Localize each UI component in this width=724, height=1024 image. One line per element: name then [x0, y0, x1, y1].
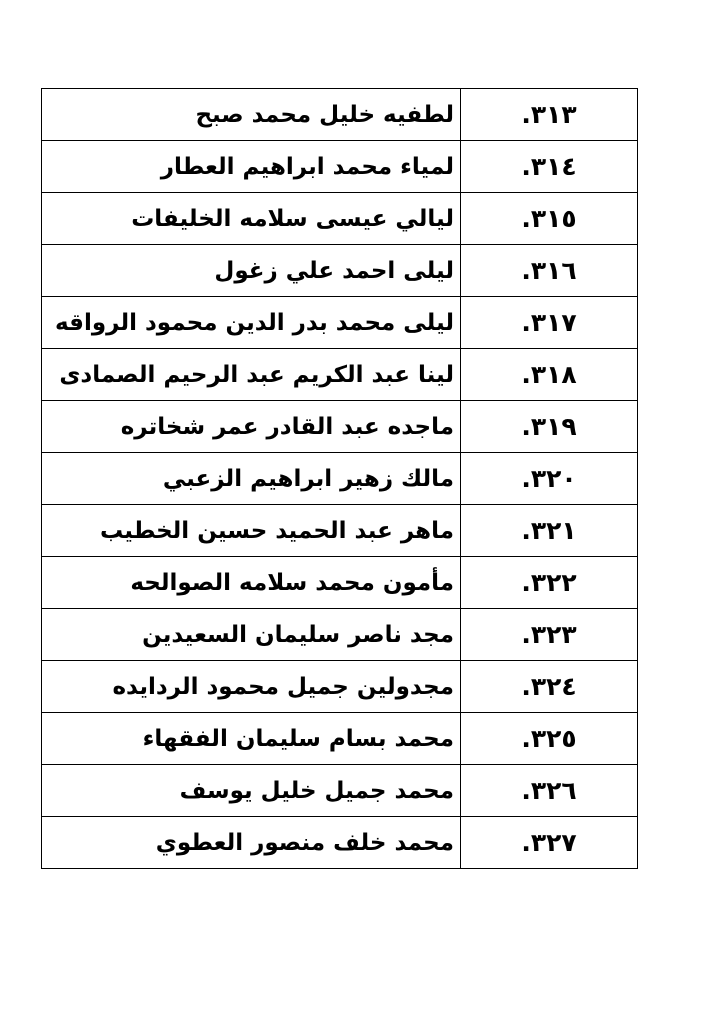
- row-number: ٣٢٣.: [461, 609, 638, 661]
- row-name: مالك زهير ابراهيم الزعبي: [42, 453, 461, 505]
- row-name: مجد ناصر سليمان السعيدين: [42, 609, 461, 661]
- table-row: [42, 661, 638, 713]
- table-row: [42, 453, 638, 505]
- row-number: ٣١٤.: [461, 141, 638, 193]
- row-number: ٣٢٧.: [461, 817, 638, 869]
- row-name: مجدولين جميل محمود الردايده: [42, 661, 461, 713]
- row-number: ٣١٣.: [461, 89, 638, 141]
- table-row: [42, 193, 638, 245]
- row-name: ماهر عبد الحميد حسين الخطيب: [42, 505, 461, 557]
- table-row: [42, 817, 638, 869]
- row-name: محمد بسام سليمان الفقهاء: [42, 713, 461, 765]
- row-name: ماجده عبد القادر عمر شخاتره: [42, 401, 461, 453]
- table-row: [42, 505, 638, 557]
- row-name: لطفيه خليل محمد صبح: [42, 89, 461, 141]
- row-name: مأمون محمد سلامه الصوالحه: [42, 557, 461, 609]
- table-row: [42, 401, 638, 453]
- row-number: ٣١٩.: [461, 401, 638, 453]
- row-number: ٣١٨.: [461, 349, 638, 401]
- row-name: محمد جميل خليل يوسف: [42, 765, 461, 817]
- row-number: ٣٢١.: [461, 505, 638, 557]
- table-row: [42, 297, 638, 349]
- table-row: [42, 245, 638, 297]
- table-row: [42, 349, 638, 401]
- row-name: ليلى محمد بدر الدين محمود الرواقه: [42, 297, 461, 349]
- table-row: [42, 141, 638, 193]
- table-row: [42, 765, 638, 817]
- table-row: [42, 713, 638, 765]
- names-table: [41, 88, 638, 869]
- table-row: [42, 89, 638, 141]
- row-number: ٣٢٤.: [461, 661, 638, 713]
- row-name: ليلى احمد علي زغول: [42, 245, 461, 297]
- row-number: ٣٢٦.: [461, 765, 638, 817]
- table-row: [42, 557, 638, 609]
- row-name: لينا عبد الكريم عبد الرحيم الصمادى: [42, 349, 461, 401]
- row-number: ٣٢٥.: [461, 713, 638, 765]
- row-name: لمياء محمد ابراهيم العطار: [42, 141, 461, 193]
- row-number: ٣١٦.: [461, 245, 638, 297]
- row-number: ٣٢٢.: [461, 557, 638, 609]
- row-name: محمد خلف منصور العطوي: [42, 817, 461, 869]
- table-row: [42, 609, 638, 661]
- row-name: ليالي عيسى سلامه الخليفات: [42, 193, 461, 245]
- row-number: ٣١٥.: [461, 193, 638, 245]
- row-number: ٣٢٠.: [461, 453, 638, 505]
- row-number: ٣١٧.: [461, 297, 638, 349]
